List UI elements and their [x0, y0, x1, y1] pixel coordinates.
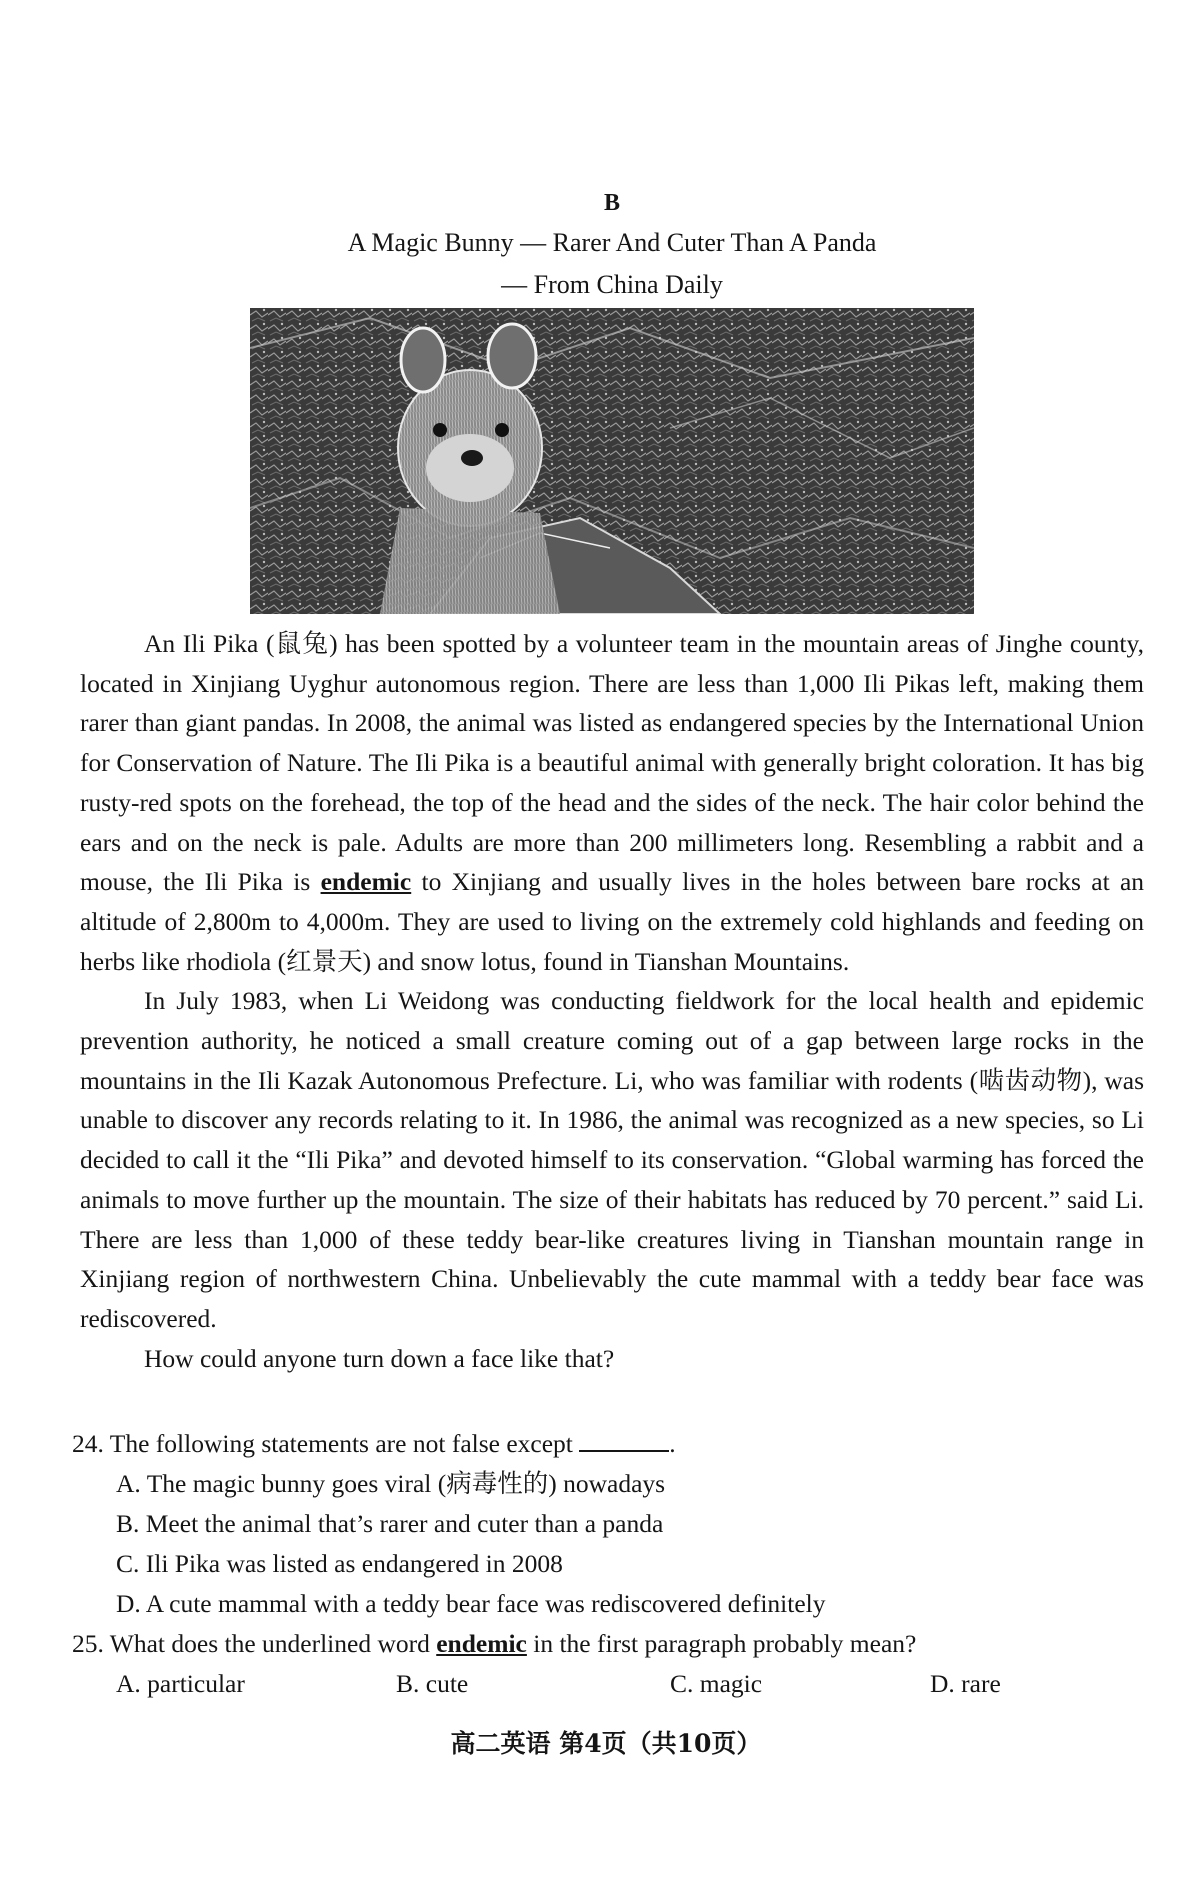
question-24-option-d: D. A cute mammal with a teddy bear face was rediscovered definitely — [116, 1589, 826, 1618]
question-25-underlined-word: endemic — [436, 1629, 527, 1658]
question-25-option-a: A. particular — [116, 1669, 245, 1698]
reading-passage — [80, 624, 1144, 1378]
question-24-option-c: C. Ili Pika was listed as endangered in 2008 — [116, 1549, 563, 1578]
question-24-stem-end: . — [669, 1429, 676, 1458]
question-25-options — [72, 1664, 1152, 1704]
question-24 — [72, 1424, 1152, 1624]
question-25 — [72, 1624, 1152, 1704]
paragraph-1-text-b: to Xinjiang and usually lives in the holes between bare rocks at an altitude of 2,800m to 4,000m. They are used to living on the extremely cold highlands and feeding on herbs like rhodiola (红景天) and snow lotus, found in Tianshan Mountains. — [80, 867, 1145, 976]
section-letter: B — [603, 190, 620, 216]
underlined-word: endemic — [320, 867, 412, 897]
passage-title: A Magic Bunny — Rarer And Cuter Than A Panda — [347, 228, 877, 257]
question-24-stem-text: 24. The following statements are not false except — [72, 1429, 573, 1458]
question-25-stem-text-a: 25. What does the underlined word — [72, 1629, 430, 1658]
photo-illustration — [250, 308, 974, 614]
question-25-stem — [72, 1624, 1152, 1664]
question-25-option-b: B. cute — [396, 1669, 469, 1698]
ili-pika-photo — [250, 308, 974, 614]
question-25-option-c: C. magic — [670, 1669, 763, 1698]
question-24-option-b: B. Meet the animal that’s rarer and cuter than a panda — [116, 1509, 664, 1538]
page-footer: 高二英语 第4页（共10页） — [450, 1729, 762, 1758]
paragraph-1 — [80, 624, 1144, 981]
question-24-option-a: A. The magic bunny goes viral (病毒性的) nowadays — [116, 1469, 666, 1498]
question-24-stem — [72, 1424, 1152, 1464]
answer-blank — [579, 1430, 669, 1452]
passage-source: — From China Daily — [501, 270, 723, 299]
question-25-stem-text-b: in the first paragraph probably mean? — [533, 1629, 917, 1658]
question-25-option-d: D. rare — [930, 1669, 1001, 1698]
paragraph-1-text-a: An Ili Pika (鼠兔) has been spotted by a volunteer team in the mountain areas of Jinghe county, located in Xinjiang Uyghur autonomous region. There are less than 1,000 Ili Pikas left, making them rarer than giant pandas. In 2008, the animal was listed as endangered species by the International Union for Conservation of Nature. The Ili Pika is a beautiful animal with generally bright coloration. It has big rusty-red spots on the forehead, the top of the head and the sides of the neck. The hair color behind the ears and on the neck is pale. Adults are more than 200 millimeters long. Resembling a rabbit and a mouse, the Ili Pika is — [80, 629, 1144, 897]
paragraph-3: How could anyone turn down a face like that? — [144, 1343, 615, 1373]
paragraph-2: In July 1983, when Li Weidong was conducting fieldwork for the local health and epidemic prevention authority, he noticed a small creature coming out of a gap between large rocks in the mountains in the Ili Kazak Autonomous Prefecture. Li, who was familiar with rodents (啮齿动物), was unable to discover any records relating to it. In 1986, the animal was recognized as a new species, so Li decided to call it the “Ili Pika” and devoted himself to its conservation. “Global warming has forced the animals to move further up the mountain. The size of their habitats has reduced by 70 percent.” said Li. There are less than 1,000 of these teddy bear-like creatures living in Tianshan mountain range in Xinjiang region of northwestern China. Unbelievably the cute mammal with a teddy bear face was rediscovered. — [80, 986, 1144, 1333]
